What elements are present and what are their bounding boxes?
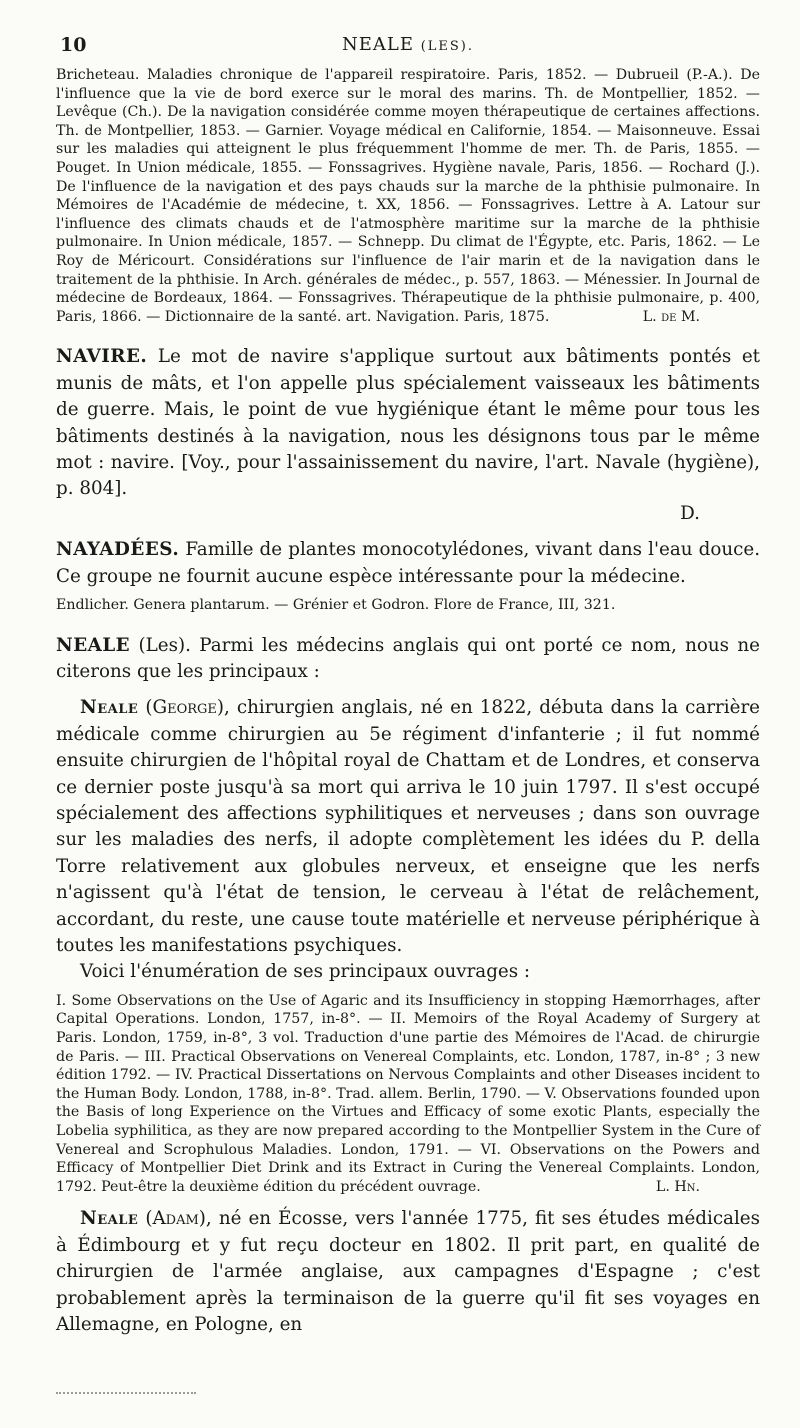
entry-headword: NAYADÉES. bbox=[56, 539, 180, 561]
works-text: I. Some Observations on the Use of Agaric and its Insufficiency in stopping Hæmorrhages, after Capital Operations. London, 1757, in-8°. — II. Memoirs of the Royal Academy of Surgery at Paris. London, 1759, in-8°, 3 vol. Traduction d'une partie des Mémoires de l'Acad. de chirurgie de Paris. — III. Practical Observations on Venereal Complaints, etc. London, 1787, in-8° ; 3 new édition 1792. — IV. Practical Dissertations on Nervous Complaints and other Diseases incident to the Human Body. London, 1788, in-8°. Trad. allem. Berlin, 1790. — V. Observations founded upon the Basis of long Experience on the Virtues and Efficacy of some exotic Plants, especially the Lobelia syphilitica, as they are now prepared according to the Montpellier System in the Cure of Venereal and Scrophulous Maladies. London, 1791. — VI. Observations on the Powers and Efficacy of Montpellier Diet Drink and its Extract in Curing the Venereal Complaints. London, 1792. Peut-être la deuxième édition du précédent ouvrage. bbox=[56, 992, 760, 1195]
bibliography-navigation bbox=[56, 66, 760, 326]
running-head-title: NEALE bbox=[341, 34, 414, 55]
bibliography-text: Bricheteau. Maladies chronique de l'appareil respiratoire. Paris, 1852. — Dubrueil (P.-A.). De l'influence que la vie de bord exerce sur le moral des marins. Th. de Montpellier, 1852. — Levêque (Ch.). De la navigation considérée comme moyen thérapeutique de certaines affections. Th. de Montpellier, 1853. — Garnier. Voyage médical en Californie, 1854. — Maisonneuve. Essai sur les maladies qui atteignent le plus fréquemment l'homme de mer. Th. de Paris, 1855. — Pouget. In Union médicale, 1855. — Fonssagrives. Hygiène navale, Paris, 1856. — Rochard (J.). De l'influence de la navigation et des pays chauds sur la marche de la phthisie pulmonaire. In Mémoires de l'Académie de médecine, t. XX, 1856. — Fonssagrives. Lettre à A. Latour sur l'influence des climats chauds et de l'atmosphère maritime sur la marche de la phthisie pulmonaire. In Union médicale, 1857. — Schnepp. Du climat de l'Égypte, etc. Paris, 1862. — Le Roy de Méricourt. Considérations sur l'influence de l'air marin et de la navigation dans le traitement de la phthisie. In Arch. générales de médec., p. 557, 1863. — Ménessier. In Journal de médecine de Bordeaux, 1864. — Fonssagrives. Thérapeutique de la phthisie pulmonaire, p. 400, Paris, 1866. — Dictionnaire de la santé. art. Navigation. Paris, 1875. bbox=[56, 67, 760, 325]
entry-headword-sub: (Les). bbox=[138, 634, 191, 656]
author-signature: D. bbox=[680, 502, 700, 524]
running-head bbox=[56, 34, 760, 55]
entry-name-sub: (George), bbox=[145, 697, 230, 719]
entry-neale-adam bbox=[56, 1206, 760, 1338]
entry-text: Le mot de navire s'applique surtout aux bâtiments pontés et munis de mâts, et l'on appelle plus spécialement vaisseaux les bâtiments de guerre. Mais, le point de vue hygiénique étant le même pour tous les bâtiments destinés à la navigation, nous les désignons tous par le même mot : navire. [Voy., pour l'assainissement du navire, l'art. Navale (hygiène), p. 804]. bbox=[56, 346, 760, 500]
entry-navire bbox=[56, 344, 760, 527]
entry-neale-les-paragraph bbox=[56, 633, 760, 686]
entry-headword: NAVIRE. bbox=[56, 346, 148, 368]
entry-neale-les bbox=[56, 633, 760, 686]
footer-rule bbox=[56, 1392, 196, 1394]
entry-name: Neale bbox=[80, 1208, 139, 1230]
entry-headword: NEALE bbox=[56, 634, 131, 656]
running-head-subtitle: (LES). bbox=[420, 39, 475, 54]
author-signature: L. de M. bbox=[642, 308, 700, 325]
entry-text: né en Écosse, vers l'année 1775, fit ses études médicales à Édimbourg et y fut reçu docteur en 1802. Il prit part, en qualité de chirurgien de l'armée anglaise, aux campagnes d'Espagne ; c'est probablement après la terminaison de la guerre qu'il fit ses voyages en Allemagne, en Pologne, en bbox=[56, 1208, 761, 1335]
entry-name: Neale bbox=[80, 697, 139, 719]
works-intro: Voici l'énumération de ses principaux ouvrages : bbox=[80, 961, 531, 983]
entry-text: chirurgien anglais, né en 1822, débuta dans la carrière médicale comme chirurgien au 5e régiment d'infanterie ; il fut nommé ensuite chirurgien de l'hôpital royal de Chattam et de Londres, et conserva ce dernier poste jusqu'à sa mort qui arriva le 10 juin 1797. Il s'est occupé spécialement des affections syphilitiques et nerveuses ; dans son ouvrage sur les maladies des nerfs, il adopte complètement les idées du P. della Torre relativement aux globules nerveux, et enseigne que les nerfs n'agissent qu'à l'état de tension, le cerveau à l'état de relâchement, accordant, du reste, une cause toute matérielle et nerveuse périphérique à toutes les manifestations psychiques. bbox=[56, 697, 761, 957]
entry-nayadees-bibliography: Endlicher. Genera plantarum. — Grénier et Godron. Flore de France, III, 321. bbox=[56, 596, 616, 613]
entry-name-sub: (Adam), bbox=[145, 1208, 212, 1230]
entry-neale-adam-paragraph bbox=[56, 1206, 760, 1338]
works-list bbox=[56, 992, 760, 1197]
entry-text: Parmi les médecins anglais qui ont porté ce nom, nous ne citerons que les principaux : bbox=[56, 634, 760, 682]
page-number: 10 bbox=[60, 34, 87, 56]
running-header bbox=[56, 26, 760, 66]
entry-nayadees-paragraph bbox=[56, 537, 760, 590]
entry-navire-paragraph bbox=[56, 344, 760, 502]
entry-text: Famille de plantes monocotylédones, vivant dans l'eau douce. Ce groupe ne fournit aucune espèce intéressante pour la médecine. bbox=[56, 539, 761, 587]
author-signature: L. Hn. bbox=[655, 1178, 700, 1195]
entry-nayadees bbox=[56, 537, 760, 614]
entry-neale-george bbox=[56, 695, 760, 1196]
entry-neale-george-paragraph bbox=[56, 695, 760, 959]
